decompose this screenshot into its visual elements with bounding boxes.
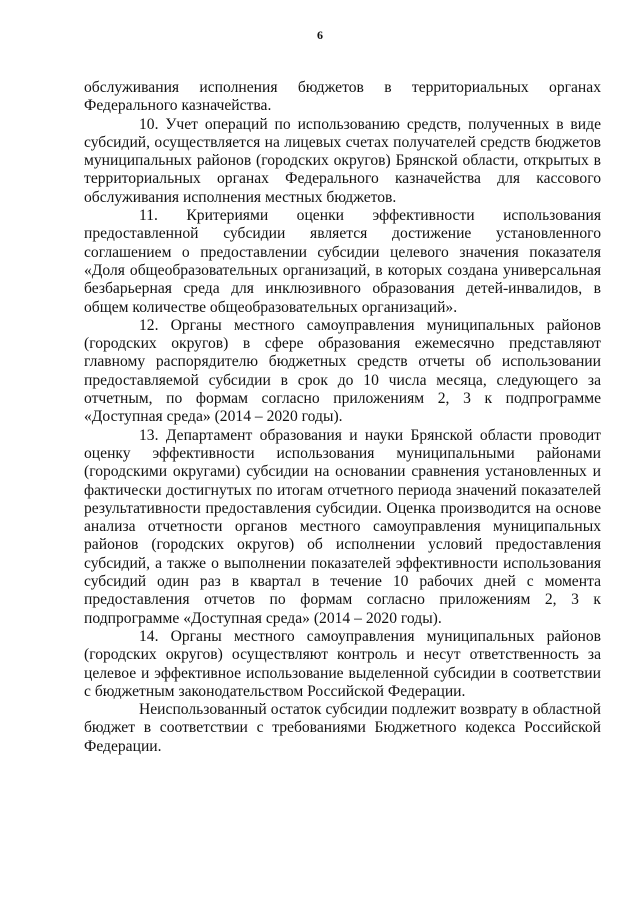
- paragraph-unused-balance: Неиспользованный остаток субсидии подлежит возврату в областной бюджет в соответствии с требованиями Бюджетного кодекса Российской Федерации.: [84, 701, 601, 755]
- page-number: 6: [317, 28, 323, 42]
- paragraph-item-13: 13. Департамент образования и науки Брянской области проводит оценку эффективности использования муниципальными районами (городскими округами) субсидии на основании сравнения установленных и фактически достигнутых по итогам отчетного периода значений показателей результативности предоставления субсидии. Оценка производится на основе анализа отчетности органов местного самоуправления муниципальных районов (городских округов) об исполнении условий предоставления субсидий, а также о выполнении показателей эффективности использования субсидий один раз в квартал в течение 10 рабочих дней с момента предоставления отчетов по формам согласно приложениям 2, 3 к подпрограмме «Доступная среда» (2014 – 2020 годы).: [84, 426, 601, 627]
- paragraph-item-12: 12. Органы местного самоуправления муниципальных районов (городских округов) в сфере образования ежемесячно представляют главному распорядителю бюджетных средств отчеты об использовании предоставляемой субсидии в срок до 10 числа месяца, следующего за отчетным, по формам согласно приложениям 2, 3 к подпрограмме «Доступная среда» (2014 – 2020 годы).: [84, 316, 601, 426]
- paragraph-item-14: 14. Органы местного самоуправления муниципальных районов (городских округов) осуществляют контроль и несут ответственность за целевое и эффективное использование выделенной субсидии в соответствии с бюджетным законодательством Российской Федерации.: [84, 627, 601, 700]
- paragraph-item-10: 10. Учет операций по использованию средств, полученных в виде субсидий, осуществляется на лицевых счетах получателей средств бюджетов муниципальных районов (городских округов) Брянской области, открытых в территориальных органах Федерального казначейства для кассового обслуживания исполнения местных бюджетов.: [84, 115, 601, 206]
- paragraph-continuation: обслуживания исполнения бюджетов в территориальных органах Федерального казначейства.: [84, 79, 601, 115]
- document-body: [84, 79, 601, 756]
- paragraph-item-11: 11. Критериями оценки эффективности использования предоставленной субсидии является достижение установленного соглашением о предоставлении субсидии целевого значения показателя «Доля общеобразовательных организаций, в которых создана универсальная безбарьерная среда для инклюзивного образования детей-инвалидов, в общем количестве общеобразовательных организаций».: [84, 207, 601, 316]
